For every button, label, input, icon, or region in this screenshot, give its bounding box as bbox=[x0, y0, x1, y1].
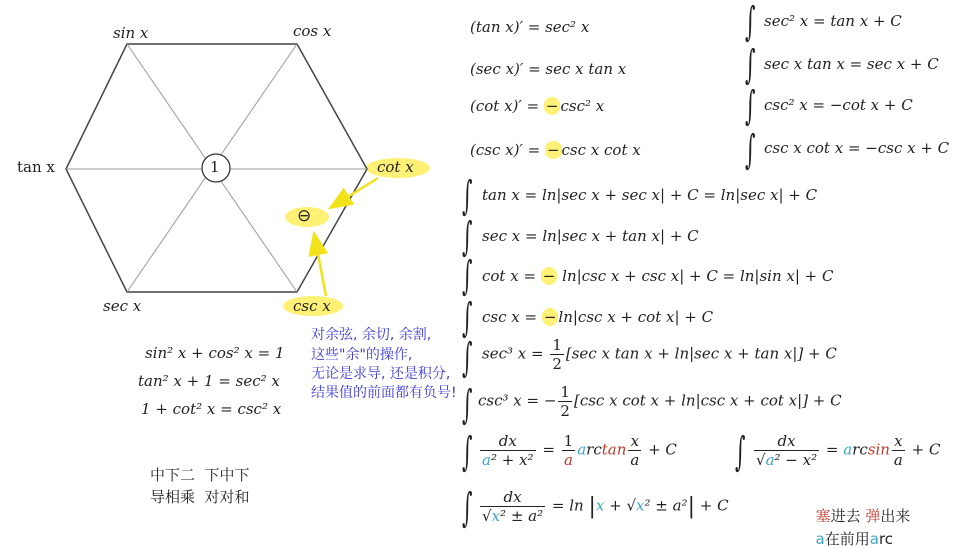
vertex-sin: sin x bbox=[113, 24, 149, 42]
vertex-csc: csc x bbox=[293, 297, 331, 315]
integral-cscCot: csc x cot x = −csc x + C bbox=[764, 139, 950, 157]
derivative-sec: (sec x)′ = sec x tan x bbox=[470, 60, 627, 78]
minus-highlight: − bbox=[545, 97, 559, 115]
integral-sec2: sec² x = tan x + C bbox=[764, 12, 902, 30]
note-line-3: 无论是求导, 还是积分, bbox=[311, 366, 451, 382]
minus-symbol: ⊖ bbox=[297, 206, 312, 226]
vertex-cot: cot x bbox=[377, 158, 414, 176]
identity-2: tan² x + 1 = sec² x bbox=[138, 372, 280, 390]
integral-arctan: $\frac{dx}{\text{a² + x²}}$ = $\frac{1}{a}$ arctan $\frac{x}{a}$ + C bbox=[482, 432, 677, 469]
integral-tan: tan x = ln|sec x + sec x| + C = ln|sec x| + C bbox=[482, 186, 818, 204]
identity-1: sin² x + cos² x = 1 bbox=[145, 344, 285, 362]
minus-highlight: − bbox=[546, 141, 560, 159]
integral-cot: cot x = − ln|csc x + csc x| + C = ln|sin x| + C bbox=[482, 267, 834, 285]
mnemonic-right-2: a在前用arc bbox=[815, 530, 894, 548]
mnemonic-left-1: 中下二 下中下 bbox=[150, 466, 250, 484]
derivative-csc: (csc x)′ = − csc x cot x bbox=[470, 141, 641, 159]
integral-secTan: sec x tan x = sec x + C bbox=[764, 55, 939, 73]
integral-csc2: csc² x = −cot x + C bbox=[764, 96, 913, 114]
integral-csc: csc x = − ln|csc x + cot x| + C bbox=[482, 308, 714, 326]
minus-highlight: − bbox=[543, 308, 557, 326]
integral-arcsin: $\frac{dx}{\text{√a² − x²}}$ = arcsin $\frac{x}{a}$ + C bbox=[756, 432, 941, 469]
derivative-cot: (cot x)′ = − csc² x bbox=[470, 97, 605, 115]
vertex-tan: tan x bbox=[17, 158, 55, 176]
vertex-sec: sec x bbox=[103, 297, 142, 315]
vertex-cos: cos x bbox=[293, 22, 332, 40]
identity-3: 1 + cot² x = csc² x bbox=[141, 400, 282, 418]
minus-highlight: − bbox=[542, 267, 556, 285]
mnemonic-right-1: 塞进去 弹出来 bbox=[815, 507, 911, 525]
integral-sec: sec x = ln|sec x + tan x| + C bbox=[482, 227, 699, 245]
arrow-cot-to-minus bbox=[330, 178, 378, 208]
note-line-1: 对余弦, 余切, 余割, bbox=[311, 327, 432, 343]
mnemonic-left-2: 导相乘 对对和 bbox=[150, 488, 250, 506]
note-line-4: 结果值的前面都有负号! bbox=[311, 385, 457, 401]
arrow-csc-to-minus bbox=[314, 233, 326, 296]
center-label: 1 bbox=[210, 158, 220, 176]
derivative-tan: (tan x)′ = sec² x bbox=[470, 18, 590, 36]
note-line-2: 这些"余"的操作, bbox=[311, 347, 413, 363]
integral-ln-sqrt: $\frac{dx}{\text{√x² ± a²}}$ = ln |x + √x² ± a²| + C bbox=[482, 488, 729, 525]
integral-csc3: csc³ x = − $\frac{1}{2}$ [csc x cot x + ln|csc x + cot x|] + C bbox=[478, 383, 842, 420]
integral-sec3: sec³ x = $\frac{1}{2}$ [sec x tan x + ln|sec x + tan x|] + C bbox=[482, 336, 837, 373]
